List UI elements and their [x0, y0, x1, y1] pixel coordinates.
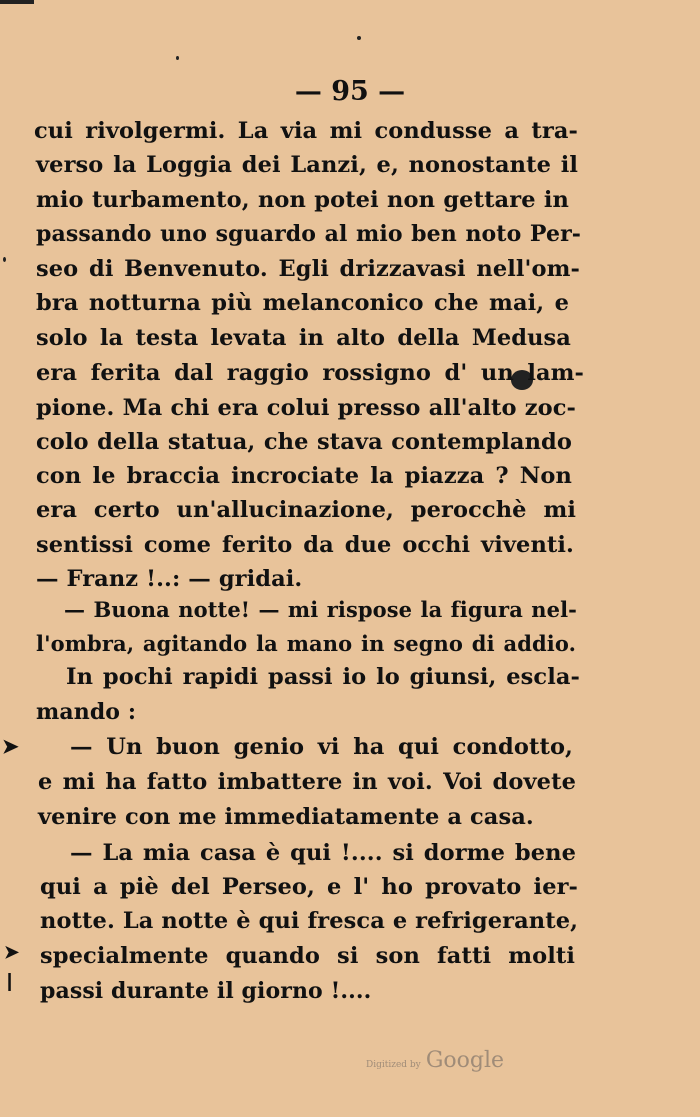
scan-speck — [176, 56, 179, 60]
scan-speck — [3, 257, 6, 262]
margin-arrow-mark: ➤ — [4, 942, 20, 963]
text-line: bra notturna più melanconico che mai, e — [36, 290, 569, 316]
google-logo-text: Google — [425, 1048, 505, 1073]
scan-corner-mark — [0, 0, 34, 4]
text-line: venire con me immediatamente a casa. — [38, 804, 534, 830]
text-line: — Franz !..: — gridai. — [36, 566, 303, 592]
text-line: passando uno sguardo al mio ben noto Per- — [36, 221, 581, 247]
margin-arrow-mark: ➤ — [2, 734, 19, 758]
text-line: — Buona notte! — mi rispose la figura nel- — [64, 597, 577, 622]
text-line: e mi ha fatto imbattere in voi. Voi dovete — [38, 769, 576, 795]
text-line: era certo un'allucinazione, perocchè mi — [36, 497, 576, 523]
text-line: cui rivolgermi. La via mi condusse a tra- — [34, 118, 578, 144]
text-line: — La mia casa è qui !.... si dorme bene — [70, 840, 576, 866]
text-line: pione. Ma chi era colui presso all'alto zoc- — [36, 395, 576, 421]
text-line: era ferita dal raggio rossigno d' un lam- — [36, 360, 584, 386]
text-line: In pochi rapidi passi io lo giunsi, escla- — [66, 664, 580, 690]
text-line: seo di Benvenuto. Egli drizzavasi nell'om- — [36, 256, 580, 282]
text-line: passi durante il giorno !.... — [40, 978, 372, 1004]
text-line: verso la Loggia dei Lanzi, e, nonostante il — [36, 152, 578, 178]
text-line: con le braccia incrociate la piazza ? Non — [36, 463, 572, 489]
text-line: notte. La notte è qui fresca e refrigerante, — [40, 908, 579, 934]
text-line: solo la testa levata in alto della Medusa — [36, 325, 571, 351]
digitized-by-label: Digitized by — [366, 1060, 421, 1070]
scan-speck — [357, 36, 361, 40]
text-line: sentissi come ferito da due occhi viventi. — [36, 532, 574, 558]
text-line: specialmente quando si son fatti molti — [40, 943, 575, 969]
digitized-by-google-watermark — [366, 1048, 504, 1073]
margin-bracket-mark: ǀ — [6, 968, 14, 997]
text-line: l'ombra, agitando la mano in segno di addio. — [36, 631, 576, 656]
text-line: — Un buon genio vi ha qui condotto, — [70, 734, 573, 760]
page-number: — 95 — — [294, 76, 406, 107]
text-line: qui a piè del Perseo, e l' ho provato ier- — [40, 874, 578, 900]
text-line: mando : — [36, 699, 137, 725]
text-line: colo della statua, che stava contemplando — [36, 429, 572, 455]
text-line: mio turbamento, non potei non gettare in — [36, 187, 569, 213]
